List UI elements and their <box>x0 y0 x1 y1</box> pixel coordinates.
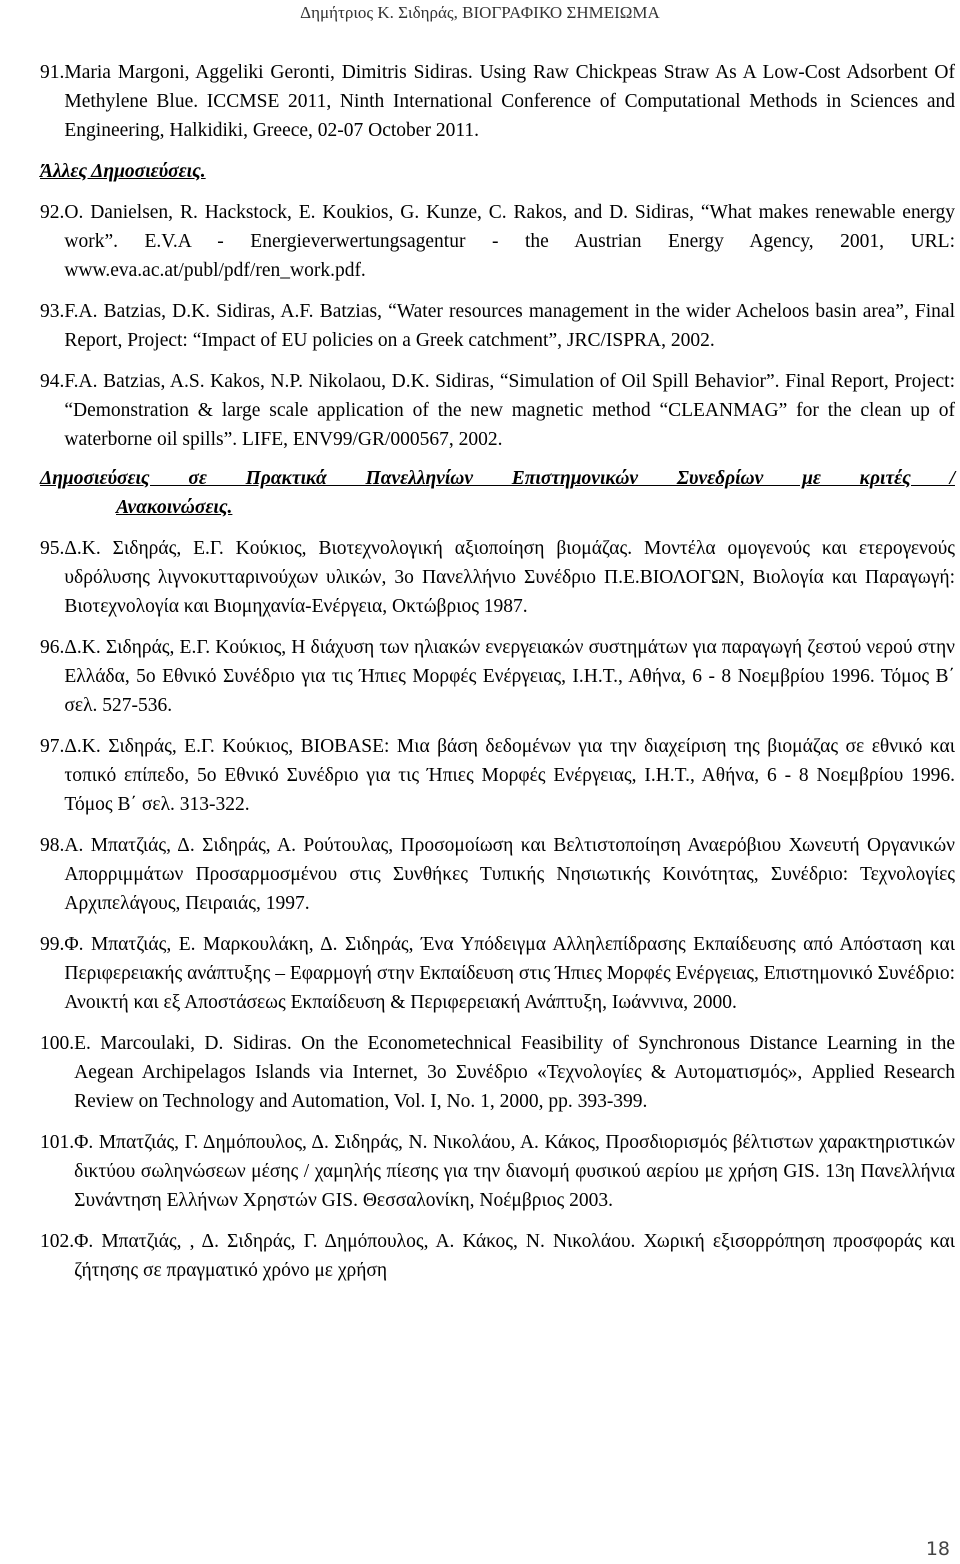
entry-text: F.A. Batzias, A.S. Kakos, N.P. Nikolaou, D.K. Sidiras, “Simulation of Oil Spill Behavior”. Final Report, Project: “Demonstration & large scale application of the new magnetic method “CLEANMAG” for the clean up of waterborne oil spills”. LIFE, ENV99/GR/000567, 2002. <box>64 371 955 450</box>
entry-number: 100. <box>40 1033 75 1054</box>
entry-text: Α. Μπατζιάς, Δ. Σιδηράς, Α. Ρούτουλας, Προσομοίωση και Βελτιστοποίηση Αναερόβιου Χωνευτή Οργανικών Απορριμμάτων Προσαρμοσμένου στις Συνθήκες Τυπικής Νησιωτικής Κοινότητας, Συνέδριο: Τεχνολογίες Αρχιπελάγους, Πειραιάς, 1997. <box>64 835 955 914</box>
entry-number: 101. <box>40 1132 75 1153</box>
entry-number: 95. <box>40 538 65 559</box>
entry-text: Φ. Μπατζιάς, Γ. Δημόπουλος, Δ. Σιδηράς, Ν. Νικολάου, Α. Κάκος, Προσδιορισμός βέλτιστων χαρακτηριστικών δικτύου σωληνώσεων μέσης / χαμηλής πίεσης για την διανομή φυσικού αερίου με χρήση GIS. 13η Πανελλήνια Συνάντηση Ελλήνων Χρηστών GIS. Θεσσαλονίκη, Νοέμβριος 2003. <box>74 1132 955 1211</box>
publication-entry-100 <box>40 1029 955 1116</box>
publication-entry-93 <box>40 297 955 355</box>
entry-text: Φ. Μπατζιάς, Ε. Μαρκουλάκη, Δ. Σιδηράς, Ένα Υπόδειγμα Αλληλεπίδρασης Εκπαίδευσης από Απόσταση και Περιφερειακής ανάπτυξης – Εφαρμογή στην Εκπαίδευση στις Ήπιες Μορφές Ενέργειας, Επιστημονικό Συνέδριο: Ανοικτή και εξ Αποστάσεως Εκπαίδευση & Περιφερειακή Ανάπτυξη, Ιωάννινα, 2000. <box>64 934 955 1013</box>
publication-entry-102 <box>40 1227 955 1285</box>
publication-entry-101 <box>40 1128 955 1215</box>
entry-text: Maria Margoni, Aggeliki Geronti, Dimitris Sidiras. Using Raw Chickpeas Straw As A Low-Cost Adsorbent Of Methylene Blue. ICCMSE 2011, Ninth International Conference of Computational Methods in Sciences and Engineering, Halkidiki, Greece, 02-07 October 2011. <box>64 62 955 141</box>
publication-entry-95 <box>40 534 955 621</box>
entry-number: 99. <box>40 934 65 955</box>
publication-entry-99 <box>40 930 955 1017</box>
entry-text: Φ. Μπατζιάς, , Δ. Σιδηράς, Γ. Δημόπουλος, Α. Κάκος, Ν. Νικολάου. Χωρική εξισορρόπηση προσφοράς και ζήτησης σε πραγματικό χρόνο με χρήση <box>74 1231 955 1281</box>
other-publications-heading: Άλλες Δημοσιεύσεις. <box>40 161 206 182</box>
entry-text: E. Marcoulaki, D. Sidiras. On the Econometechnical Feasibility of Synchronous Distance Learning in the Aegean Archipelagos Islands via Internet, 3ο Συνέδριο «Τεχνολογίες & Αυτοματισμός», Applied Research Review on Technology and Automation, Vol. I, No. 1, 2000, pp. 393-399. <box>74 1033 955 1112</box>
entry-text: Δ.Κ. Σιδηράς, Ε.Γ. Κούκιος, Η διάχυση των ηλιακών ενεργειακών συστημάτων για παραγωγή ζεστού νερού στην Ελλάδα, 5ο Εθνικό Συνέδριο για τις Ήπιες Μορφές Ενέργειας, Ι.Η.Τ., Αθήνα, 6 - 8 Νοεμβρίου 1996. Τόμος Β΄ σελ. 527-536. <box>64 637 955 716</box>
greek-conferences-heading-line1: Δημοσιεύσεις σε Πρακτικά Πανελληνίων Επιστημονικών Συνεδρίων με κριτές / <box>40 468 955 489</box>
publication-entry-92 <box>40 198 955 285</box>
entry-number: 92. <box>40 202 65 223</box>
publication-entry-94 <box>40 367 955 454</box>
entry-text: Δ.Κ. Σιδηράς, Ε.Γ. Κούκιος, Βιοτεχνολογική αξιοποίηση βιομάζας. Μοντέλα ομογενούς και ετερογενούς υδρόλυσης λιγνοκυτταρινούχων υλικών, 3ο Πανελλήνιο Συνέδριο Π.Ε.ΒΙΟΛΟΓΩΝ, Βιολογία και Παραγωγή: Βιοτεχνολογία και Βιομηχανία-Ενέργεια, Οκτώβριος 1987. <box>64 538 955 617</box>
publication-entry-91 <box>40 58 955 145</box>
entry-text: F.A. Batzias, D.K. Sidiras, A.F. Batzias, “Water resources management in the wider Acheloos basin area”, Final Report, Project: “Impact of EU policies on a Greek catchment”, JRC/ISPRA, 2002. <box>64 301 955 351</box>
page-header: Δημήτριος Κ. Σιδηράς, ΒΙΟΓΡΑΦΙΚΟ ΣΗΜΕΙΩΜΑ <box>300 3 660 22</box>
publication-entry-97 <box>40 732 955 819</box>
entry-number: 96. <box>40 637 65 658</box>
publication-entry-96 <box>40 633 955 720</box>
entry-number: 93. <box>40 301 65 322</box>
page-number: 18 <box>925 1538 950 1560</box>
entry-number: 91. <box>40 62 65 83</box>
entry-text: Δ.Κ. Σιδηράς, Ε.Γ. Κούκιος, BIOBASE: Μια βάση δεδομένων για την διαχείριση της βιομάζας σε εθνικό και τοπικό επίπεδο, 5ο Εθνικό Συνέδριο για τις Ήπιες Μορφές Ενέργειας, Ι.Η.Τ., Αθήνα, 6 - 8 Νοεμβρίου 1996. Τόμος Β΄ σελ. 313-322. <box>64 736 955 815</box>
entry-number: 97. <box>40 736 65 757</box>
entry-text: O. Danielsen, R. Hackstock, E. Koukios, G. Kunze, C. Rakos, and D. Sidiras, “What makes renewable energy work”. E.V.A - Energieverwertungsagentur - the Austrian Energy Agency, 2001, URL: www.eva.ac.at/publ/pdf/ren_work.pdf. <box>64 202 955 281</box>
entry-number: 102. <box>40 1231 75 1252</box>
publication-entry-98 <box>40 831 955 918</box>
entry-number: 98. <box>40 835 65 856</box>
document-body <box>40 58 955 1285</box>
greek-conferences-heading-line2: Ανακοινώσεις. <box>116 497 233 518</box>
entry-number: 94. <box>40 371 65 392</box>
